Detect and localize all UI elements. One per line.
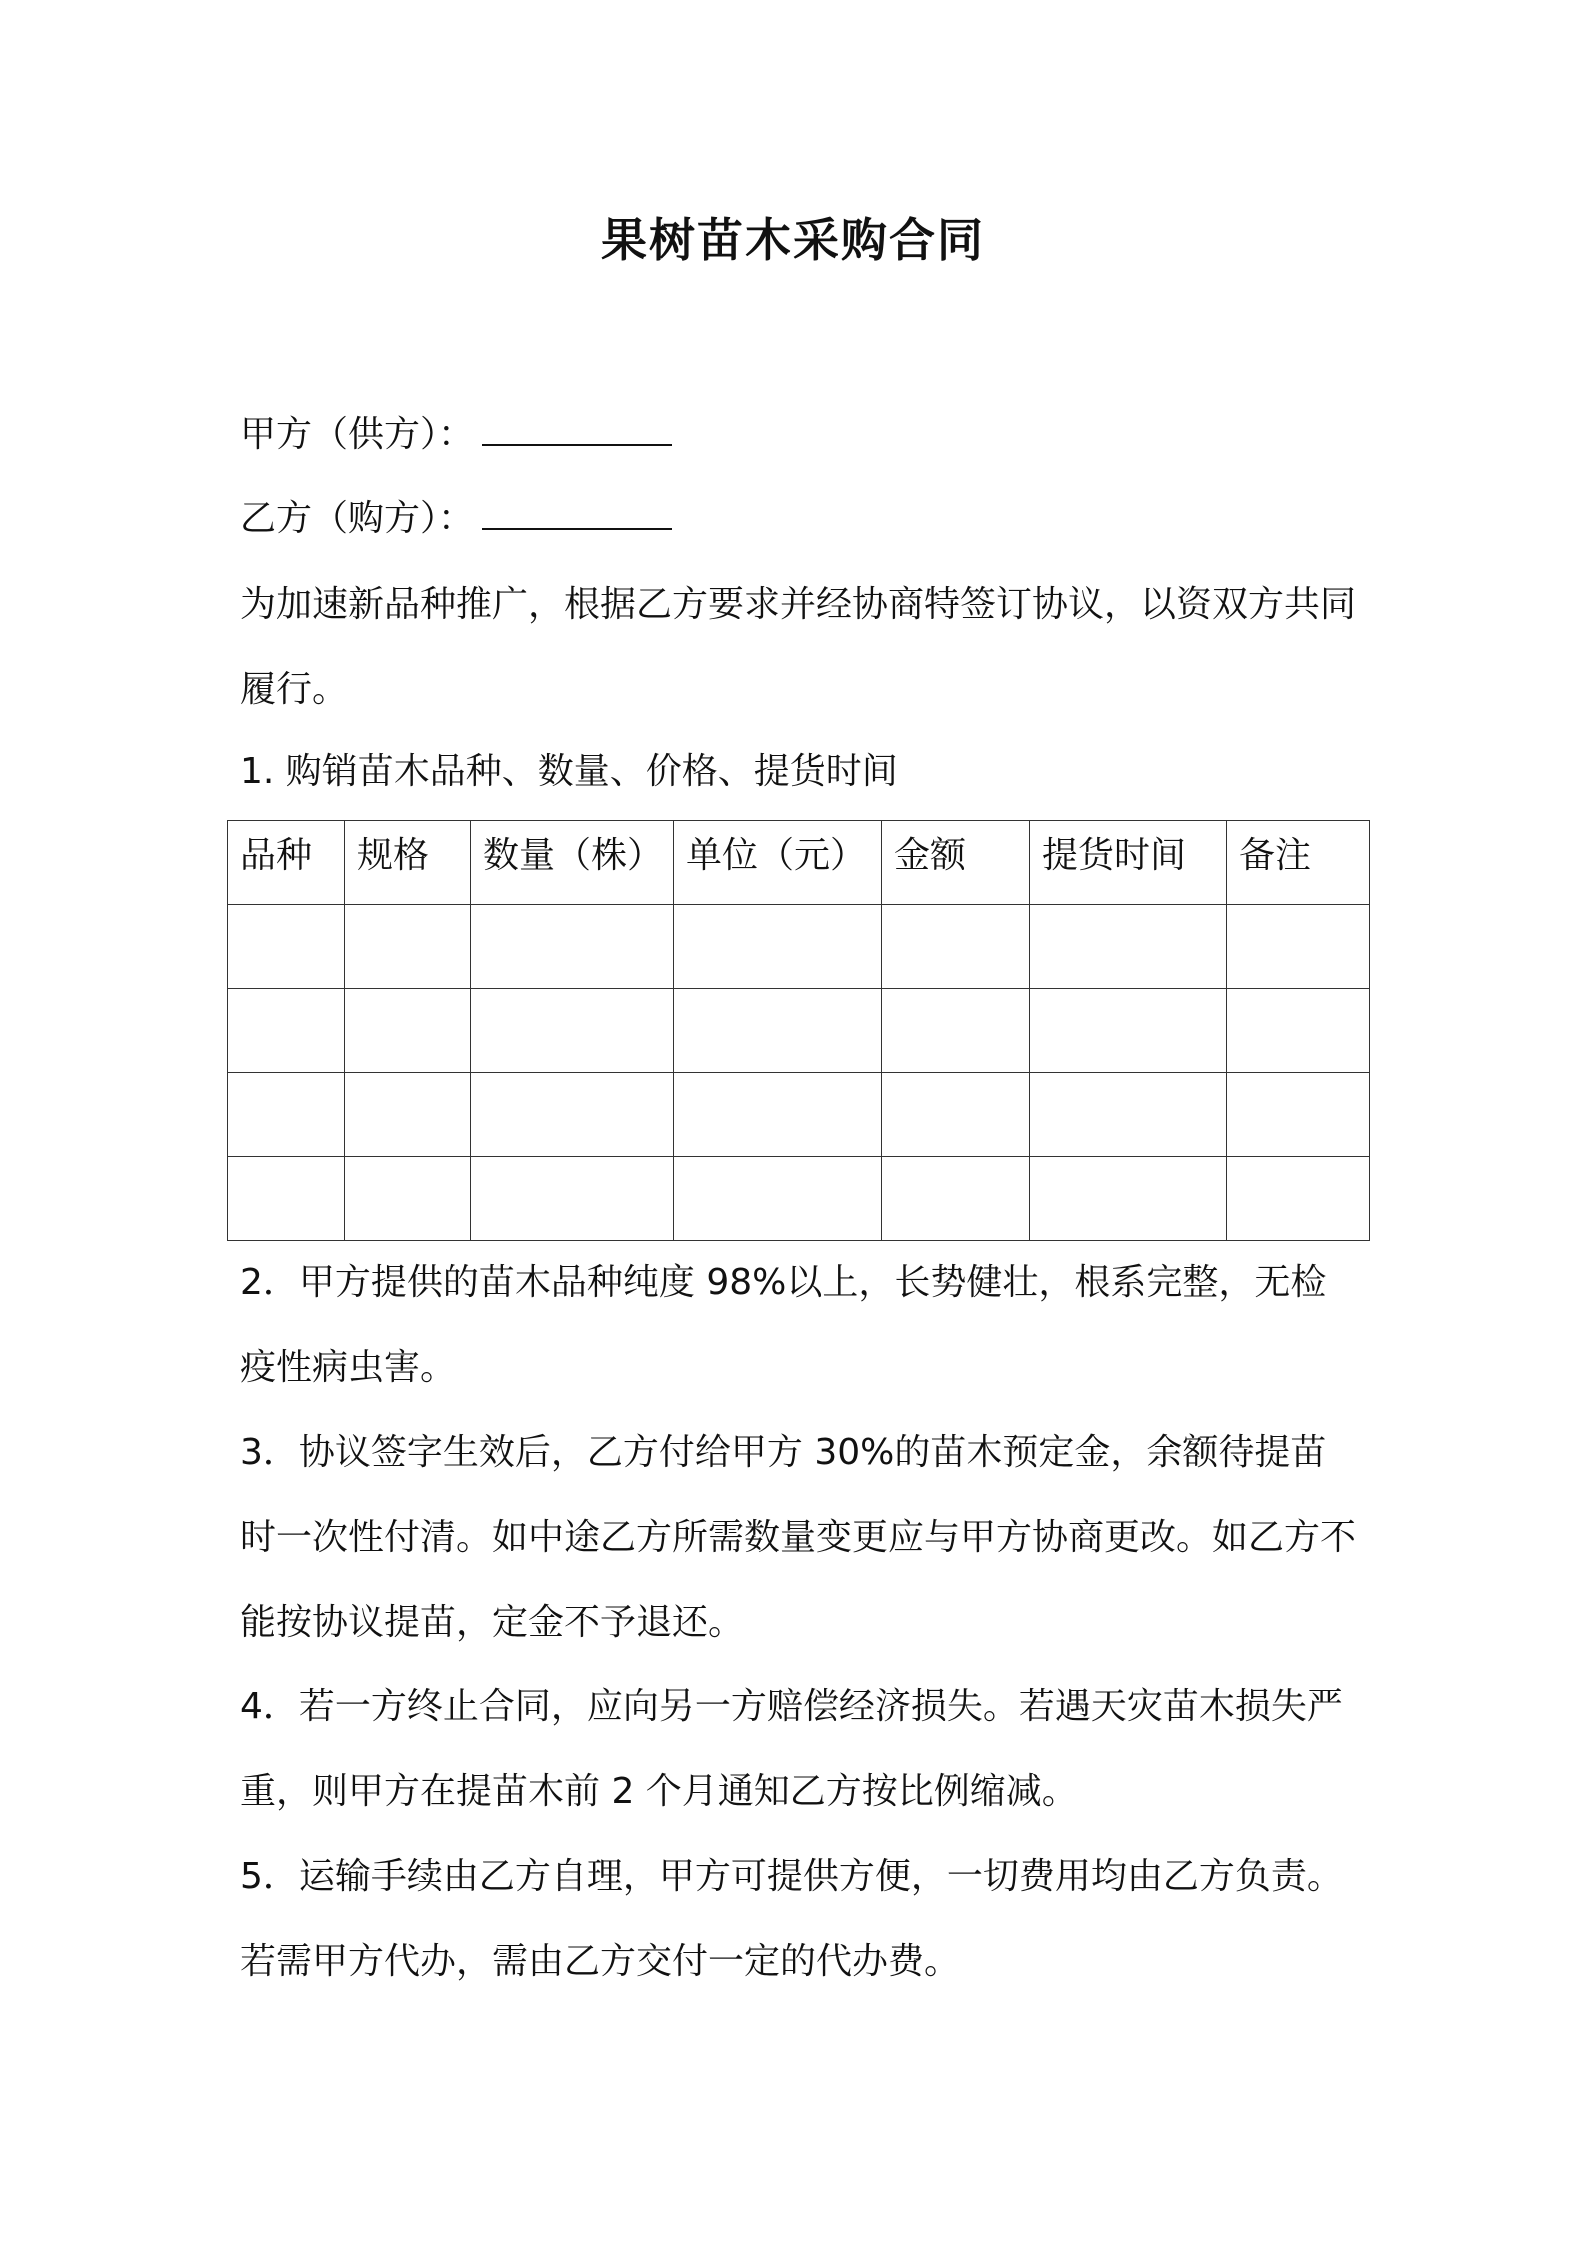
- clause-3: [240, 1410, 1360, 1665]
- table-cell[interactable]: [228, 905, 345, 989]
- header-specification: 规格: [345, 821, 471, 905]
- table-cell[interactable]: [882, 989, 1030, 1073]
- clause-2: [240, 1240, 1360, 1410]
- table-row: [228, 1157, 1370, 1241]
- table-row: [228, 989, 1370, 1073]
- header-amount: 金额: [882, 821, 1030, 905]
- clause-3-text: 3．协议签字生效后，乙方付给甲方 30%的苗木预定金，余额待提苗时一次性付清。如中途乙方所需数量变更应与甲方协商更改。如乙方不能按协议提苗，定金不予退还。: [240, 1432, 1357, 1643]
- clause-4: [240, 1664, 1360, 1834]
- table-row: [228, 1073, 1370, 1157]
- party-b-label: 乙方（购方）：: [240, 498, 475, 539]
- clause-5-text: 5．运输手续由乙方自理，甲方可提供方便，一切费用均由乙方负责。若需甲方代办，需由乙方交付一定的代办费。: [240, 1856, 1343, 1982]
- party-a-blank[interactable]: [482, 410, 672, 446]
- table-cell[interactable]: [882, 1073, 1030, 1157]
- header-variety: 品种: [228, 821, 345, 905]
- table-header-row: [228, 821, 1370, 905]
- table-cell[interactable]: [1030, 1073, 1227, 1157]
- table-cell[interactable]: [674, 1073, 882, 1157]
- party-a-label: 甲方（供方）：: [240, 414, 475, 455]
- table-cell[interactable]: [1227, 1157, 1370, 1241]
- seedling-table: [227, 820, 1370, 1241]
- header-unit-price: 单位（元）: [674, 821, 882, 905]
- document-title: 果树苗木采购合同: [601, 213, 985, 267]
- table-cell[interactable]: [1227, 1073, 1370, 1157]
- clause-2-text: 2．甲方提供的苗木品种纯度 98%以上，长势健壮，根系完整，无检疫性病虫害。: [240, 1262, 1327, 1388]
- table-cell[interactable]: [471, 989, 674, 1073]
- table-cell[interactable]: [345, 1073, 471, 1157]
- table-cell[interactable]: [1227, 989, 1370, 1073]
- table-cell[interactable]: [345, 905, 471, 989]
- header-pickup-time: 提货时间: [1030, 821, 1227, 905]
- table-cell[interactable]: [882, 1157, 1030, 1241]
- table-cell[interactable]: [228, 1157, 345, 1241]
- header-quantity: 数量（株）: [471, 821, 674, 905]
- header-remarks: 备注: [1227, 821, 1370, 905]
- table-row: [228, 905, 1370, 989]
- table-cell[interactable]: [471, 1157, 674, 1241]
- table-cell[interactable]: [228, 989, 345, 1073]
- table-cell[interactable]: [674, 989, 882, 1073]
- section1-heading: 1. 购销苗木品种、数量、价格、提货时间: [240, 751, 898, 792]
- table-cell[interactable]: [674, 905, 882, 989]
- table-cell[interactable]: [471, 905, 674, 989]
- table-cell[interactable]: [1030, 905, 1227, 989]
- clause-5: [240, 1834, 1360, 2004]
- intro-paragraph: [240, 562, 1360, 732]
- party-b-blank[interactable]: [482, 494, 672, 530]
- intro-text: 为加速新品种推广，根据乙方要求并经协商特签订协议，以资双方共同履行。: [240, 584, 1357, 710]
- clause-4-text: 4．若一方终止合同，应向另一方赔偿经济损失。若遇天灾苗木损失严重，则甲方在提苗木前 2 个月通知乙方按比例缩减。: [240, 1686, 1343, 1812]
- table-cell[interactable]: [228, 1073, 345, 1157]
- table-cell[interactable]: [345, 989, 471, 1073]
- table-cell[interactable]: [1227, 905, 1370, 989]
- table-cell[interactable]: [471, 1073, 674, 1157]
- party-a-line: [240, 410, 672, 459]
- table-cell[interactable]: [1030, 1157, 1227, 1241]
- table-cell[interactable]: [882, 905, 1030, 989]
- table-cell[interactable]: [674, 1157, 882, 1241]
- party-b-line: [240, 494, 672, 543]
- table-cell[interactable]: [1030, 989, 1227, 1073]
- table-cell[interactable]: [345, 1157, 471, 1241]
